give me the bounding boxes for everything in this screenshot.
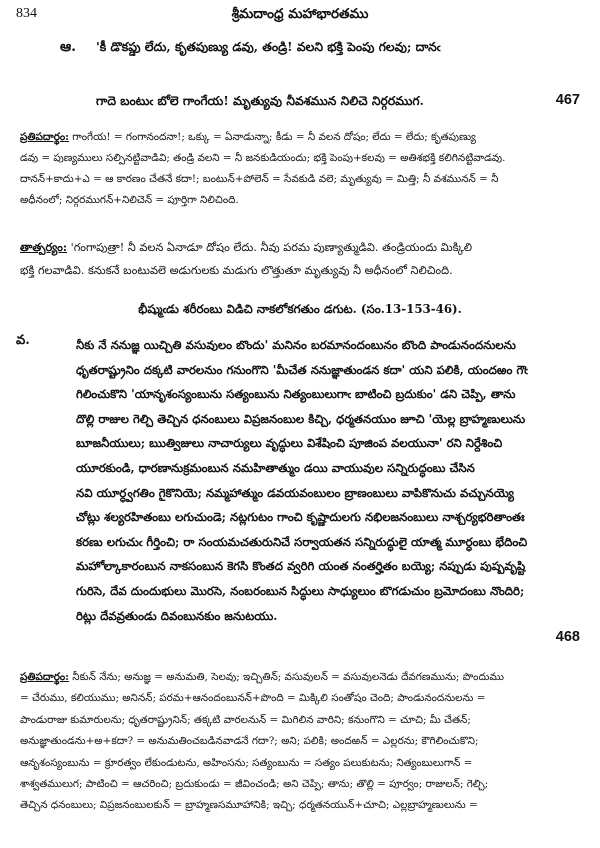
verse-line: గాదె బంటుఁ బోలె గాంగేయ! మృత్యువు నీవశమున నిలిచె నిర్గరముగ.: [96, 93, 424, 108]
word-meaning-line: [20, 667, 580, 688]
word-meaning-line: = చేరుము, కలియుము; అనినన్; పరమ+ఆనందంబునన్+పొంది = మిక్కిలి సంతోషం చెంది; పాండునందనులను =: [20, 692, 486, 705]
word-meaning-line: అనుజ్ఞాతుండను+అ+కదా? = అనుమతించబడినవాడనే గదా?; అని; పలికి; అందఱన్ = ఎల్లరను; కౌగిలించుకొని;: [20, 735, 479, 748]
word-meaning-label: ప్రతిపదార్థం:: [20, 131, 69, 143]
prose-line: రిట్లు దేవవ్రతుండు దివంబునకుం జనుటయు.: [76, 608, 278, 623]
prose-line: ధృతరాష్ట్రునిం దక్కటి వారలనుం గనుంగొని 'మీచేత ననుజ్ఞాతుండన కదా' యని పలికి, యందఱం గౌఁ: [76, 362, 528, 377]
word-meaning-text: గాంగేయ! = గంగానందనా!; ఒక్కు = ఏనాడున్నా; కీడు = నీ వలన దోషం; లేదు = లేదు; కృతపుణ్యు: [68, 131, 476, 143]
verse-meter-marker: ఆ.: [60, 39, 77, 55]
word-meaning-line: దానన్+కాదు+ఎ = ఆ కారణం చేతనే కదా!; బంటున్+పోలెన్ = సేవకుడి వలె; మృత్యువు = మిత్తి; నీ వశమునన్ = నీ: [20, 173, 499, 185]
prose-line: కరణు లగుచుఁ గీర్తించి; రా సంయమచతురునిచే సర్వాయతన సన్నిరుద్ధులై యాత్మ మూర్ధంబు భేదించి: [76, 534, 528, 549]
prose-line: చోట్లు శల్యరహితంబు లగుచుండె; నట్లగుటం గాంచి కృష్ణాదులగు నభిలజనంబులు నాశ్చర్యభరితాంతః: [76, 510, 525, 525]
word-meaning-line: [20, 127, 580, 148]
section-heading: భీష్ముఁడు శరీరంబు విడిచి నాకలోకగతుం డగుట. (సం.13-153-46).: [138, 302, 462, 316]
summary-text: 'గంగాపుత్రా! నీ వలన ఏనాడూ దోషం లేదు. నీవు పరమ పుణ్యాత్ముడివి. తండ్రియందు మిక్కిలి: [67, 241, 473, 254]
prose-line: గురిసె, దేవ దుందుభులు మొరసె, నంబరంబున సిద్ధులు సాధ్యులుం బొగడుచుం బ్రమోదంబు నొందిరి;: [76, 583, 525, 598]
verse-467: [16, 36, 580, 112]
word-meaning-line: ఆనృశంస్యంబును = క్రూరత్వం లేకుండుటను, అహింసను; సత్యంబును = సత్యం పలుకుటను; నిత్యంబులుగాన్ =: [20, 756, 473, 769]
prose-line: మహోల్కాకారంబున నాకసంబున కెగసి కొంతద వ్వరిగి యంత నంతర్హితం బయ్యె; నప్పుడు పుష్పవృష్టి: [76, 559, 526, 574]
word-meaning-line: అధీనంలో; నిర్గరముగన్+నిలిచెన్ = పూర్తిగా నిలిచింది.: [20, 194, 239, 206]
word-meaning-line: తెచ్చిన ధనంబులు; విప్రజనంబులకున్ = బ్రాహ్మణసమూహానికి; ఇచ్చి; ధర్మతనయున్+చూచి; ఎల్లబ్రాహ్మణులును =: [20, 799, 478, 812]
running-title: శ్రీమదాంధ్ర మహాభారతము: [231, 6, 369, 22]
summary-block: [20, 236, 580, 282]
word-meaning-line: శాశ్వతములుగ; పాటించి = ఆచరించి; బ్రదుకుండు = జీవించండి; అని చెప్పి; తాను; తొల్లి = పూర్వం; రాజులన్; గెల్చి;: [20, 778, 489, 791]
prose-line: నవి యూర్ధ్వగతిం గైకొనియె; నమ్మహాత్ముం డవయవంబులం బ్రాణంబులు వాపికొనుచు వచ్చునయ్యె: [76, 485, 514, 500]
prose-marker: వ.: [16, 333, 30, 348]
word-meaning-block: [20, 127, 580, 211]
prose-line: యూరకుండి, ధారణానుక్రమంబున నమహితాత్ముం డయి వాయువుల సన్నిరుద్ధంబు చేసిన: [76, 460, 475, 475]
word-meaning-line: పాండురాజు కుమారులను; ధృతరాష్ట్రునిన్; తక్కటి వారలనున్ = మిగిలిన వారిని; కనుంగొని = చూచి; మీ చేతన్;: [20, 713, 471, 726]
prose-line: దొల్లి రాజుల గెల్చి తెచ్చిన ధనంబులు విప్రజనంబుల కిచ్చి, ధర్మతనయుం జూచి 'యెల్ల బ్రాహ్మణులును: [76, 411, 526, 426]
prose-number: 468: [555, 629, 580, 645]
page-header: [16, 6, 584, 28]
prose-line: గిలించుకొని 'యానృశంస్యంబును సత్యంబును నిత్యంబులుగాఁ బాటించి బ్రదుకుం' డని చెప్పి, తాను: [76, 387, 516, 402]
page-number: 834: [16, 6, 37, 21]
verse-line: 'కీ డొకప్డు లేదు, కృతపుణ్యు డవు, తండ్రి! వలని భక్తి పెంపు గలవు; దానఁ: [96, 39, 441, 54]
word-meaning-line: డవు = పుణ్యములు సల్పినట్టివాడివి; తండ్రి వలని = నీ జనకుడియందు; భక్తి పెంపు+కలవు = అతిశభక్తి కలిగినట్టివాడవు.: [20, 152, 506, 164]
verse-number: 467: [555, 92, 580, 108]
prose-line: నీకు నే ననుజ్ఞ యిచ్చితి వసువులం బొందు' మనినం బరమానందంబునం బొంది పాండునందనులను: [76, 338, 516, 352]
summary-label: తాత్పర్యం:: [20, 240, 68, 254]
summary-line: [20, 236, 580, 259]
prose-line: బూజనీయులు; ఋత్విజులు నాచార్యులు వృద్ధులు విశేషించి పూజింప వలయునా' రని నిర్దేశించి: [76, 436, 503, 451]
prose-text: [76, 333, 580, 628]
word-meaning-block-2: [20, 667, 580, 817]
word-meaning-label: ప్రతిపదార్థం:: [20, 671, 69, 683]
summary-line: భక్తి గలవాడివి. కనుకనే బంటువలె అడుగులకు మడుగు లొత్తుతూ మృత్యువు నీ అధీనంలో నిలిచింది.: [20, 264, 453, 277]
word-meaning-text: నీకున్ నేను; అనుజ్ఞ = అనుమతి, సెలవు; ఇచ్చితిన్; వసువులన్ = వసువులనెడు దేవగణమును; పొందుము: [68, 671, 504, 683]
